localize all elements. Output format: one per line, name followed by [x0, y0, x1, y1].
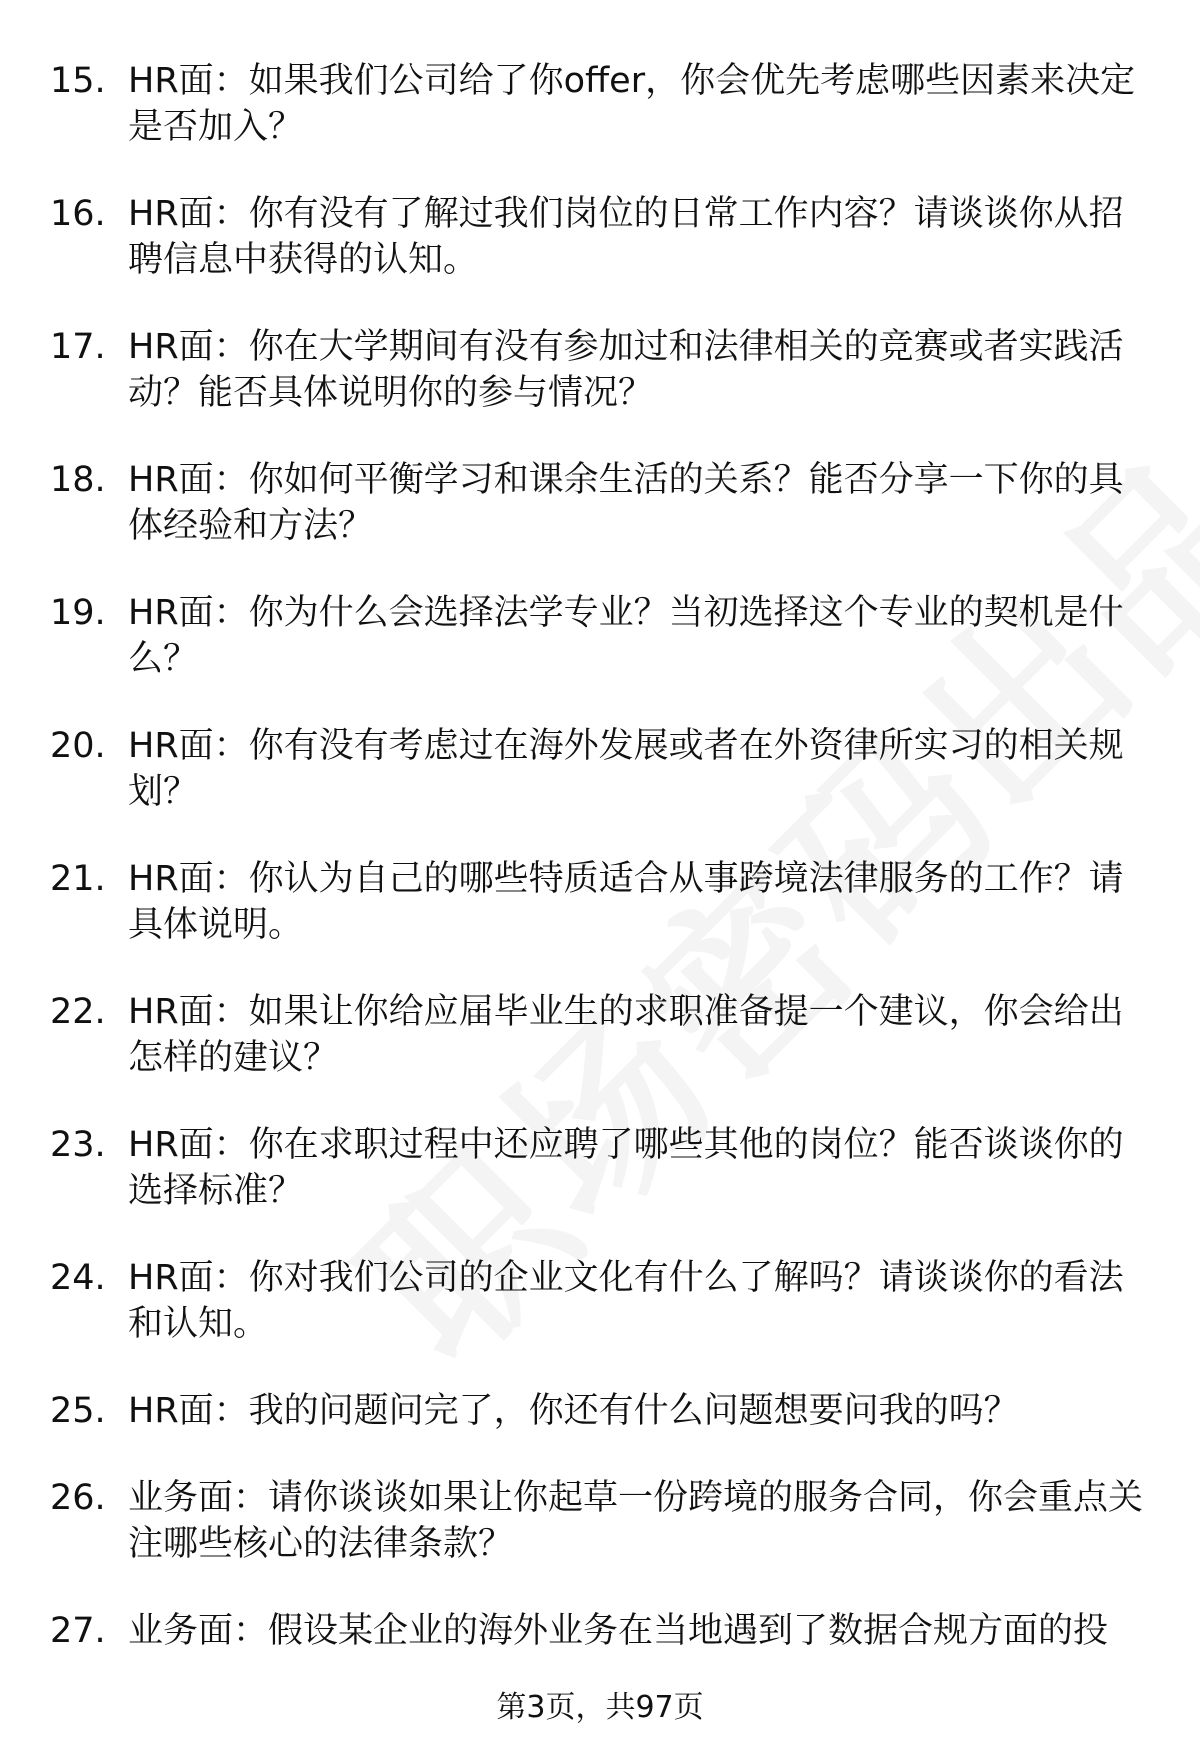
question-text: HR面：你对我们公司的企业文化有什么了解吗？请谈谈你的看法和认知。 — [128, 1258, 1124, 1344]
question-text: HR面：如果让你给应届毕业生的求职准备提一个建议，你会给出怎样的建议？ — [128, 992, 1124, 1078]
question-text: HR面：你有没有了解过我们岗位的日常工作内容？请谈谈你从招聘信息中获得的认知。 — [128, 194, 1124, 280]
question-number: 18. — [50, 460, 106, 500]
question-item — [0, 58, 1200, 150]
question-item — [0, 1475, 1200, 1567]
question-text: HR面：你在求职过程中还应聘了哪些其他的岗位？能否谈谈你的选择标准？ — [128, 1125, 1124, 1211]
question-text: HR面：你如何平衡学习和课余生活的关系？能否分享一下你的具体经验和方法？ — [128, 460, 1124, 546]
question-number: 16. — [50, 194, 106, 234]
question-item — [0, 324, 1200, 416]
question-number: 19. — [50, 593, 106, 633]
question-text: HR面：你在大学期间有没有参加过和法律相关的竞赛或者实践活动？能否具体说明你的参与情况？ — [128, 327, 1124, 413]
question-number: 21. — [50, 859, 106, 899]
page-footer: 第3页，共97页 — [496, 1690, 704, 1725]
question-number: 27. — [50, 1611, 106, 1651]
question-item — [0, 191, 1200, 283]
question-item — [0, 1608, 1200, 1654]
question-text: 业务面：请你谈谈如果让你起草一份跨境的服务合同，你会重点关注哪些核心的法律条款？ — [128, 1478, 1144, 1564]
question-list — [0, 58, 1200, 1695]
question-text: HR面：你为什么会选择法学专业？当初选择这个专业的契机是什么？ — [128, 593, 1124, 679]
question-text: 业务面：假设某企业的海外业务在当地遇到了数据合规方面的投 — [128, 1611, 1109, 1651]
question-text: HR面：我的问题问完了，你还有什么问题想要问我的吗？ — [128, 1391, 1019, 1431]
question-text: HR面：你有没有考虑过在海外发展或者在外资律所实习的相关规划？ — [128, 726, 1124, 812]
question-item — [0, 989, 1200, 1081]
question-text: HR面：你认为自己的哪些特质适合从事跨境法律服务的工作？请具体说明。 — [128, 859, 1124, 945]
question-number: 23. — [50, 1125, 106, 1165]
question-number: 17. — [50, 327, 106, 367]
question-item — [0, 1255, 1200, 1347]
question-number: 20. — [50, 726, 106, 766]
question-number: 15. — [50, 61, 106, 101]
question-number: 26. — [50, 1478, 106, 1518]
question-item — [0, 856, 1200, 948]
question-item — [0, 723, 1200, 815]
question-text: HR面：如果我们公司给了你offer，你会优先考虑哪些因素来决定是否加入？ — [128, 61, 1136, 147]
question-item — [0, 1122, 1200, 1214]
question-number: 24. — [50, 1258, 106, 1298]
question-number: 25. — [50, 1391, 106, 1431]
question-item — [0, 590, 1200, 682]
question-number: 22. — [50, 992, 106, 1032]
question-item — [0, 457, 1200, 549]
question-item — [0, 1388, 1200, 1434]
